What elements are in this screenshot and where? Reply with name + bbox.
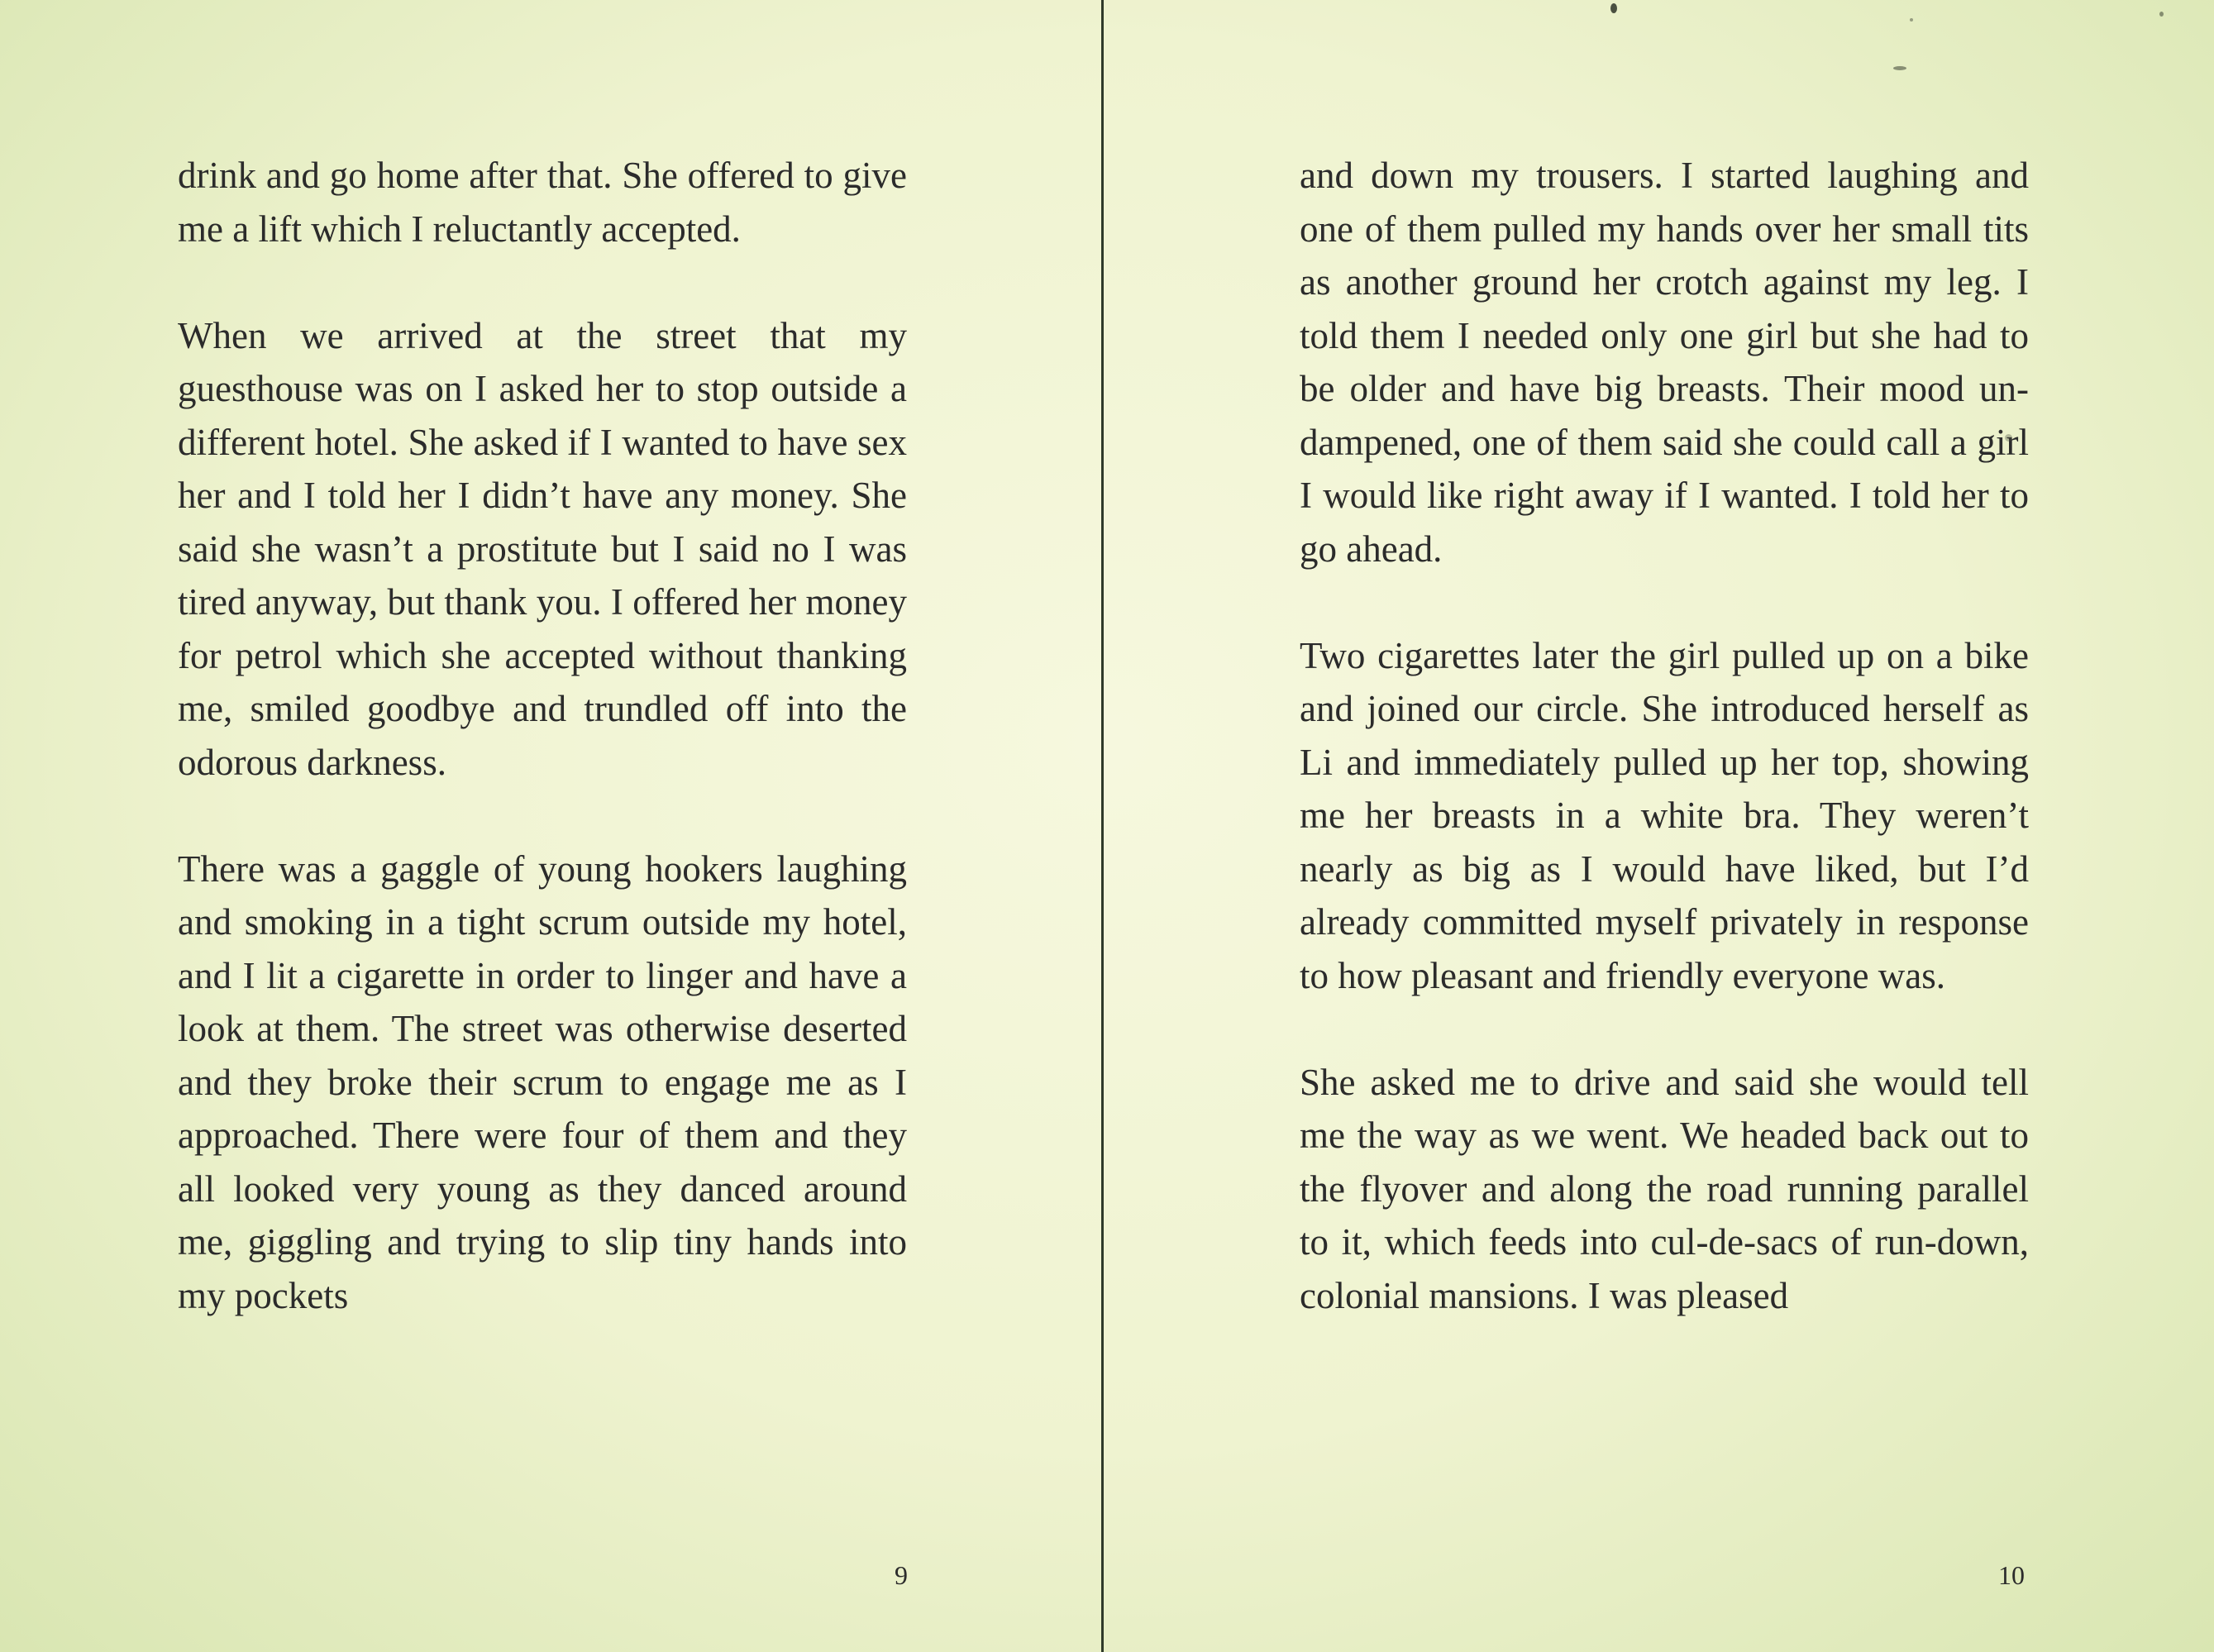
dust-speck [1893, 66, 1906, 70]
page-number-left: 9 [895, 1560, 908, 1590]
paragraph: She asked me to drive and said she would tell me the way as we went. We headed back out to the flyover and along the road running parallel to it, which feeds into cul-de-sacs of run-down, colonial mansions. I was pleased [1300, 1061, 2029, 1316]
right-page [1104, 0, 2214, 1652]
paragraph: When we arrived at the street that my guesthouse was on I asked her to stop outside a different hotel. She asked if I wanted to have sex her and I told her I didn’t have any money. She said she wasn’t a prostitute but I said no I was tired anyway, but thank you. I offered her money for petrol which she accepted without thanking me, smiled goodbye and trundled off into the odorous darkness. [178, 314, 907, 783]
dust-speck [2159, 12, 2164, 17]
paragraph: Two cigarettes later the girl pulled up on a bike and joined our circle. She introduced herself as Li and immediately pulled up her top, showing me her breasts in a white bra. They weren’t nearly as big as I would have liked, but I’d already committed myself privately in response to how pleasant and friendly everyone was. [1300, 634, 2029, 996]
paragraph: and down my trousers. I started laughing and one of them pulled my hands over her small tits as another ground her crotch against my leg. I told them I needed only one girl but she had to be older and have big breasts. Their mood un-dampened, one of them said she could call a girl I would like right away if I wanted. I told her to go ahead. [1300, 155, 2029, 570]
right-page-text [1300, 149, 2029, 1376]
page-number-right: 10 [1998, 1560, 2025, 1590]
left-page-text [178, 149, 907, 1376]
dust-speck [1610, 3, 1617, 13]
dust-speck [1910, 18, 1913, 21]
dust-speck [2005, 434, 2012, 442]
paragraph: There was a gaggle of young hookers laughing and smoking in a tight scrum outside my hotel, and I lit a cigarette in order to linger and have a look at them. The street was otherwise deserted and they broke their scrum to engage me as I approached. There were four of them and they all looked very young as they danced around me, giggling and trying to slip tiny hands into my pockets [178, 847, 907, 1316]
paragraph: drink and go home after that. She offered to give me a lift which I reluctantly accepted. [178, 155, 907, 250]
left-page [0, 0, 1102, 1652]
